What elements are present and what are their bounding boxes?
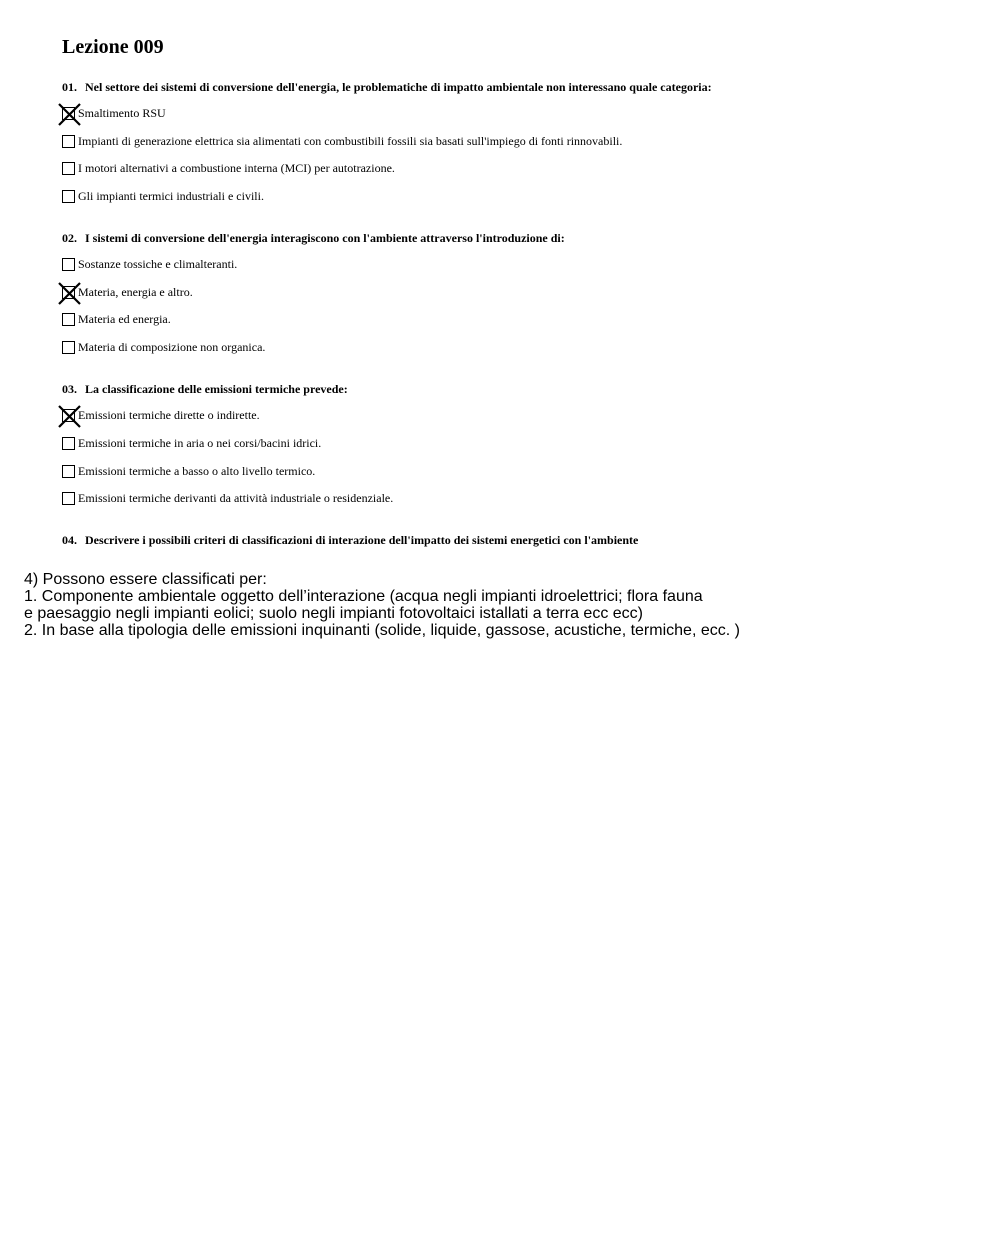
- option-label: Smaltimento RSU: [78, 105, 166, 120]
- question-03: [62, 382, 348, 397]
- question-number: 03.: [62, 382, 77, 396]
- question-number: 04.: [62, 533, 77, 547]
- checkbox[interactable]: [62, 190, 75, 203]
- option-q1-a[interactable]: [62, 105, 166, 121]
- checkbox[interactable]: [62, 313, 75, 326]
- checkbox-checked[interactable]: [62, 409, 75, 422]
- checkbox[interactable]: [62, 465, 75, 478]
- question-text: Descrivere i possibili criteri di classificazioni di interazione dell'impatto dei sistemi energetici con l'ambiente: [85, 533, 639, 547]
- option-label: Sostanze tossiche e climalteranti.: [78, 256, 238, 271]
- option-q3-d[interactable]: [62, 490, 393, 506]
- checkbox-checked[interactable]: [62, 286, 75, 299]
- question-04: [62, 533, 638, 548]
- question-text: Nel settore dei sistemi di conversione dell'energia, le problematiche di impatto ambientale non interessano quale categoria:: [85, 80, 712, 94]
- option-q1-d[interactable]: [62, 188, 264, 204]
- option-q2-a[interactable]: [62, 256, 237, 272]
- option-q3-b[interactable]: [62, 435, 321, 451]
- answer-line: 4) Possono essere classificati per:: [24, 571, 267, 588]
- option-q1-b[interactable]: [62, 133, 622, 149]
- question-01: [62, 80, 712, 95]
- page-title: Lezione 009: [62, 36, 164, 58]
- question-02: [62, 231, 565, 246]
- question-number: 02.: [62, 231, 77, 245]
- option-q2-c[interactable]: [62, 311, 171, 327]
- checkbox[interactable]: [62, 135, 75, 148]
- checkbox[interactable]: [62, 492, 75, 505]
- option-label: Materia ed energia.: [78, 311, 171, 326]
- question-text: I sistemi di conversione dell'energia interagiscono con l'ambiente attraverso l'introduzione di:: [85, 231, 565, 245]
- checkbox[interactable]: [62, 258, 75, 271]
- question-number: 01.: [62, 80, 77, 94]
- cross-mark-icon: [57, 102, 82, 127]
- option-q2-d[interactable]: [62, 339, 265, 355]
- option-q2-b[interactable]: [62, 284, 193, 300]
- option-label: I motori alternativi a combustione interna (MCI) per autotrazione.: [78, 160, 395, 175]
- option-q3-a[interactable]: [62, 407, 260, 423]
- checkbox[interactable]: [62, 437, 75, 450]
- option-label: Materia di composizione non organica.: [78, 339, 266, 354]
- option-label: Materia, energia e altro.: [78, 284, 193, 299]
- option-label: Emissioni termiche in aria o nei corsi/bacini idrici.: [78, 435, 322, 450]
- checkbox[interactable]: [62, 162, 75, 175]
- checkbox-checked[interactable]: [62, 107, 75, 120]
- answer-line: e paesaggio negli impianti eolici; suolo negli impianti fotovoltaici istallati a terra ecc ecc): [24, 605, 643, 622]
- option-label: Emissioni termiche derivanti da attività industriale o residenziale.: [78, 490, 394, 505]
- option-label: Impianti di generazione elettrica sia alimentati con combustibili fossili sia basati sull'impiego di fonti rinnovabili.: [78, 133, 623, 148]
- option-label: Gli impianti termici industriali e civili.: [78, 188, 264, 203]
- answer-text: [24, 571, 740, 639]
- cross-mark-icon: [57, 281, 82, 306]
- answer-line: 2. In base alla tipologia delle emissioni inquinanti (solide, liquide, gassose, acustiche, termiche, ecc. ): [24, 622, 740, 639]
- option-q3-c[interactable]: [62, 463, 315, 479]
- cross-mark-icon: [57, 404, 82, 429]
- option-q1-c[interactable]: [62, 160, 395, 176]
- question-text: La classificazione delle emissioni termiche prevede:: [85, 382, 348, 396]
- checkbox[interactable]: [62, 341, 75, 354]
- option-label: Emissioni termiche dirette o indirette.: [78, 407, 260, 422]
- answer-line: 1. Componente ambientale oggetto dell’interazione (acqua negli impianti idroelettrici; flora fauna: [24, 588, 703, 605]
- option-label: Emissioni termiche a basso o alto livello termico.: [78, 463, 316, 478]
